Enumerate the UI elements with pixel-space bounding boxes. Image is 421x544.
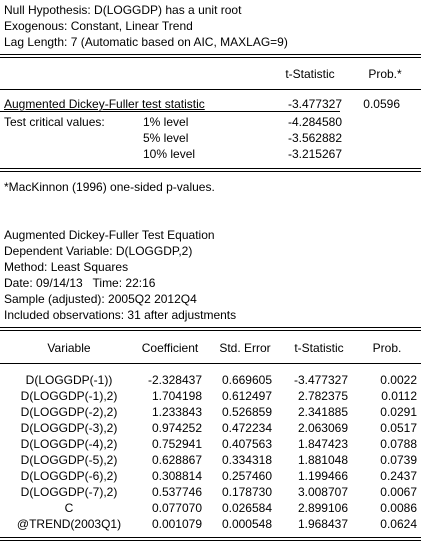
lag-length-line: Lag Length: 7 (Automatic based on AIC, MAXLAG=9): [4, 35, 288, 49]
coef-value: 3.008707: [297, 485, 348, 499]
divider: [0, 327, 421, 331]
coef-value: 0.537746: [151, 485, 202, 499]
coef-col-header: Coefficient: [141, 341, 199, 355]
coef-value: 0.0112: [381, 389, 417, 403]
divider: [0, 54, 421, 58]
coef-value: 0.526859: [221, 405, 272, 419]
coef-col-header: Std. Error: [219, 341, 271, 355]
divider: [0, 89, 421, 90]
col-tstat-header: t-Statistic: [285, 67, 335, 81]
divider: [0, 111, 340, 112]
coef-variable: D(LOGGDP(-7),2): [20, 485, 118, 499]
coef-value: 0.026584: [221, 501, 272, 515]
footnote: *MacKinnon (1996) one-sided p-values.: [4, 180, 215, 194]
coef-variable: D(LOGGDP(-4),2): [20, 437, 118, 451]
critical-values-label: Test critical values:: [4, 115, 105, 129]
coef-value: 2.782375: [297, 389, 348, 403]
coef-value: 0.628867: [151, 453, 202, 467]
level-value: -3.562882: [287, 131, 342, 145]
coef-value: 2.341885: [297, 405, 348, 419]
coef-variable: D(LOGGDP(-1)): [25, 373, 113, 387]
coef-value: 1.847423: [297, 437, 348, 451]
coef-value: 0.669605: [221, 373, 272, 387]
coef-variable: C: [64, 501, 74, 515]
coef-value: 2.899106: [297, 501, 348, 515]
observations-line: Included observations: 31 after adjustments: [4, 308, 237, 322]
coef-variable: @TREND(2003Q1): [16, 517, 122, 531]
coef-value: 1.881048: [297, 453, 348, 467]
coef-variable: D(LOGGDP(-5),2): [20, 453, 118, 467]
coef-variable: D(LOGGDP(-1),2): [20, 389, 118, 403]
divider: [0, 168, 421, 172]
coef-value: 0.974252: [151, 421, 202, 435]
coef-value: 0.001079: [151, 517, 202, 531]
coef-value: 0.0517: [380, 421, 417, 435]
coef-value: 0.2437: [380, 469, 417, 483]
col-prob-header: Prob.*: [368, 67, 402, 81]
divider: [0, 537, 421, 541]
coef-value: 1.704198: [151, 389, 202, 403]
adf-stat-label: Augmented Dickey-Fuller test statistic: [4, 97, 205, 111]
coef-value: 0.0788: [380, 437, 417, 451]
coef-value: 1.199466: [297, 469, 348, 483]
coef-value: 2.063069: [297, 421, 348, 435]
coef-value: 0.752941: [151, 437, 202, 451]
coef-col-header: Variable: [47, 341, 91, 355]
coef-col-header: t-Statistic: [294, 341, 344, 355]
divider: [0, 363, 421, 364]
level-label: 5% level: [143, 131, 189, 145]
dependent-variable: Dependent Variable: D(LOGGDP,2): [4, 244, 193, 258]
coef-value: 0.0086: [380, 501, 417, 515]
coef-value: 0.0291: [380, 405, 417, 419]
level-value: -4.284580: [287, 115, 342, 129]
equation-title: Augmented Dickey-Fuller Test Equation: [4, 228, 215, 242]
level-value: -3.215267: [287, 147, 342, 161]
coef-value: 0.334318: [221, 453, 272, 467]
coef-value: 0.612497: [221, 389, 272, 403]
adf-stat-value: -3.477327: [287, 97, 342, 111]
coef-value: 0.0624: [380, 517, 417, 531]
coef-value: 1.968437: [297, 517, 348, 531]
date-line: Date: 09/14/13 Time: 22:16: [4, 276, 156, 290]
coef-value: 0.077070: [151, 501, 202, 515]
coef-value: 0.0067: [380, 485, 417, 499]
adf-stat-prob: 0.0596: [363, 97, 400, 111]
coef-value: -2.328437: [147, 373, 202, 387]
coef-value: 0.407563: [221, 437, 272, 451]
coef-variable: D(LOGGDP(-3),2): [20, 421, 118, 435]
coef-value: 0.308814: [151, 469, 202, 483]
coef-value: -3.477327: [293, 373, 348, 387]
level-label: 1% level: [143, 115, 189, 129]
sample-line: Sample (adjusted): 2005Q2 2012Q4: [4, 292, 197, 306]
coef-value: 0.472234: [221, 421, 272, 435]
coef-value: 1.233843: [151, 405, 202, 419]
coef-value: 0.178730: [221, 485, 272, 499]
coef-variable: D(LOGGDP(-2),2): [20, 405, 118, 419]
coef-value: 0.0739: [380, 453, 417, 467]
coef-col-header: Prob.: [372, 341, 402, 355]
level-label: 10% level: [143, 147, 196, 161]
coef-value: 0.000548: [221, 517, 272, 531]
coef-variable: D(LOGGDP(-6),2): [20, 469, 118, 483]
coef-value: 0.0022: [380, 373, 417, 387]
method-line: Method: Least Squares: [4, 260, 129, 274]
exogenous-line: Exogenous: Constant, Linear Trend: [4, 19, 193, 33]
null-hypothesis: Null Hypothesis: D(LOGGDP) has a unit root: [4, 3, 242, 17]
coef-value: 0.257460: [221, 469, 272, 483]
